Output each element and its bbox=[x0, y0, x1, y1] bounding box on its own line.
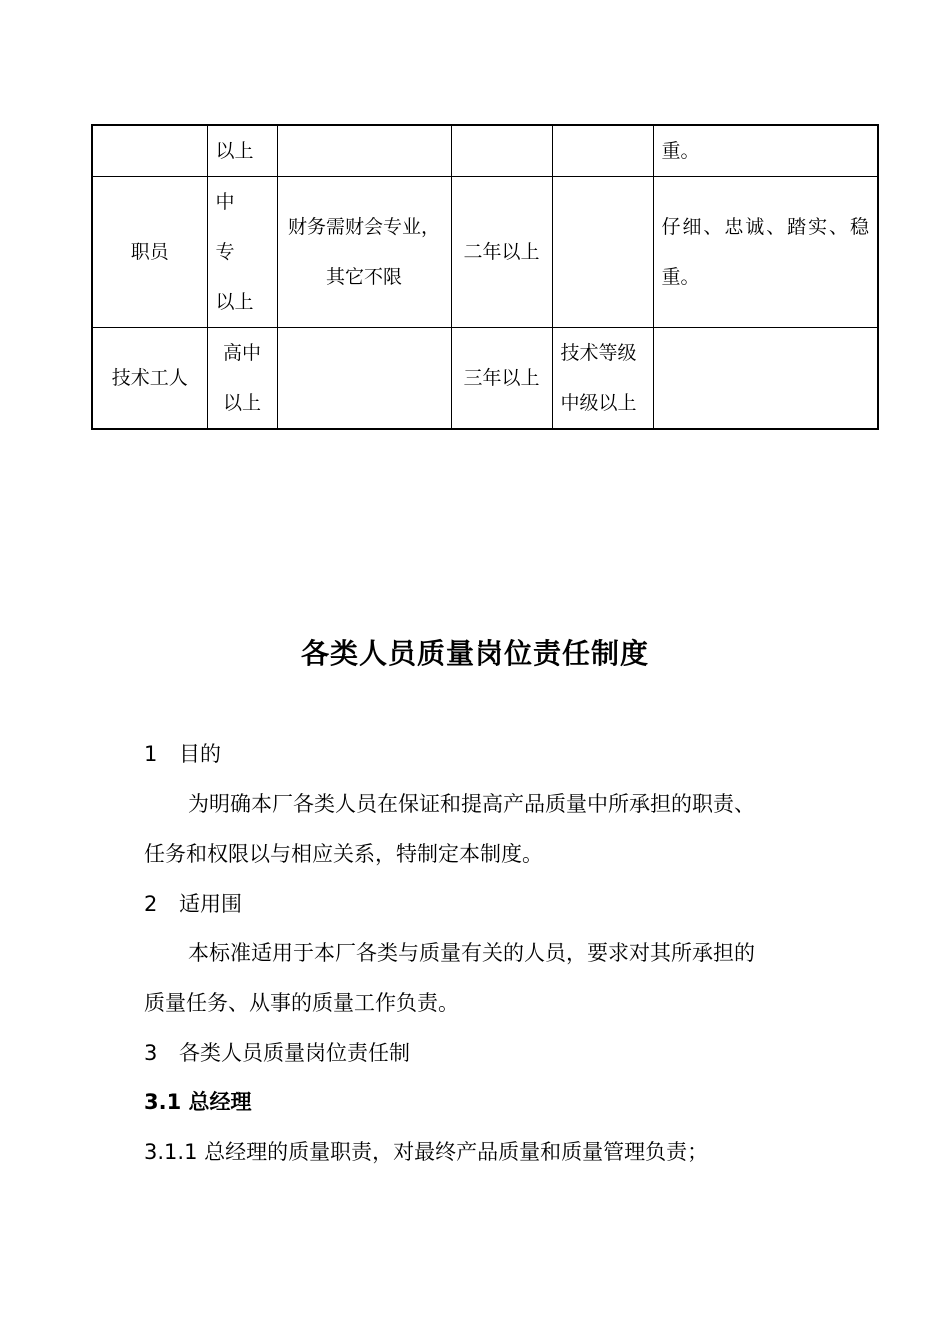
cell-experience bbox=[451, 125, 552, 177]
paragraph-line: 为明确本厂各类人员在保证和提高产品质量中所承担的职责、 bbox=[188, 792, 755, 816]
personnel-requirements-table bbox=[91, 124, 879, 430]
cell-line: 中级以上 bbox=[560, 392, 637, 414]
cell-line: 财务需财会专业， bbox=[287, 216, 440, 238]
cell-major bbox=[277, 177, 451, 328]
cell-major bbox=[277, 125, 451, 177]
cell-education bbox=[207, 177, 277, 328]
cell-line: 仔细、忠诚、踏实、稳 bbox=[661, 216, 869, 238]
cell-line: 中 专 bbox=[215, 191, 254, 263]
cell-line: 高中 bbox=[222, 342, 261, 364]
cell-position: 职员 bbox=[92, 177, 207, 328]
cell-education: 以上 bbox=[207, 125, 277, 177]
section-heading-2 bbox=[144, 889, 844, 919]
section-number: 1 bbox=[144, 742, 158, 766]
paragraph-line: 本标准适用于本厂各类与质量有关的人员，要求对其所承担的 bbox=[188, 941, 755, 965]
subsection-heading: 3.1 总经理 bbox=[144, 1090, 252, 1114]
cell-line: 重。 bbox=[661, 266, 700, 288]
paragraph-line: 3.1.1 总经理的质量职责，对最终产品质量和质量管理负责； bbox=[144, 1140, 709, 1164]
cell-tech-level bbox=[552, 328, 653, 430]
cell-character: 重。 bbox=[653, 125, 878, 177]
cell-tech-level bbox=[552, 125, 653, 177]
cell-experience: 二年以上 bbox=[451, 177, 552, 328]
section-heading-3 bbox=[144, 1038, 844, 1068]
cell-tech-level bbox=[552, 177, 653, 328]
cell-education bbox=[207, 328, 277, 430]
section-number: 2 bbox=[144, 892, 158, 916]
cell-character bbox=[653, 328, 878, 430]
cell-position bbox=[92, 125, 207, 177]
cell-line: 以上 bbox=[215, 291, 254, 313]
document-title: 各类人员质量岗位责任制度 bbox=[300, 637, 649, 670]
section-heading-text: 适用围 bbox=[179, 892, 242, 916]
paragraph-line: 质量任务、从事的质量工作负责。 bbox=[144, 991, 459, 1015]
table-row bbox=[92, 125, 878, 177]
section-heading-text: 各类人员质量岗位责任制 bbox=[179, 1041, 410, 1065]
table-row bbox=[92, 328, 878, 430]
cell-line: 技术等级 bbox=[560, 342, 637, 364]
section-heading-1 bbox=[144, 739, 844, 769]
cell-character bbox=[653, 177, 878, 328]
paragraph-line: 任务和权限以与相应关系，特制定本制度。 bbox=[144, 842, 543, 866]
cell-major bbox=[277, 328, 451, 430]
section-heading-text: 目的 bbox=[179, 742, 221, 766]
section-number: 3 bbox=[144, 1041, 158, 1065]
cell-position: 技术工人 bbox=[92, 328, 207, 430]
cell-line: 以上 bbox=[222, 392, 261, 414]
table-row bbox=[92, 177, 878, 328]
cell-line: 其它不限 bbox=[325, 266, 402, 288]
cell-experience: 三年以上 bbox=[451, 328, 552, 430]
